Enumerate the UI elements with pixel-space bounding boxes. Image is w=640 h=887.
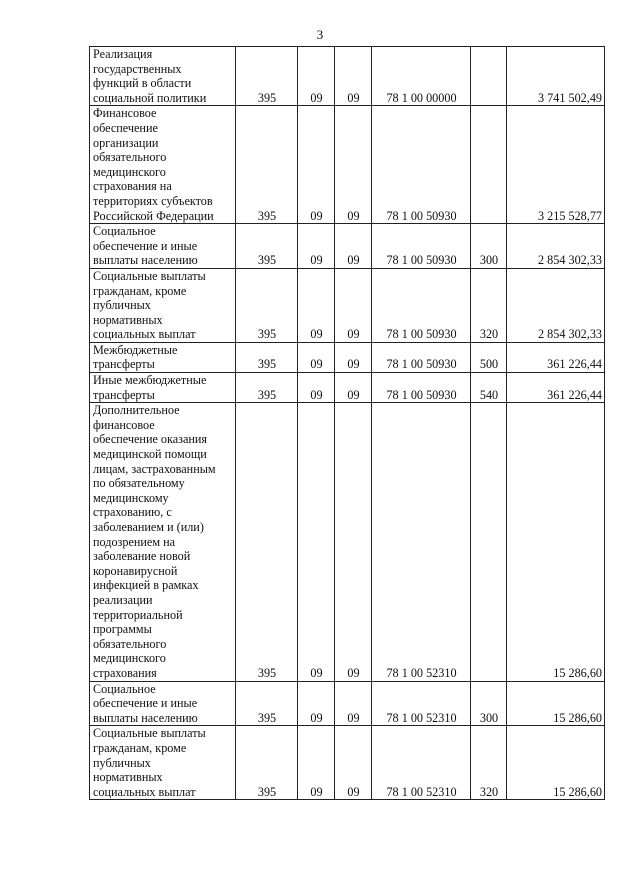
cell-section: 09 [298, 726, 335, 800]
cell-subsection: 09 [335, 681, 372, 726]
cell-subsection: 09 [335, 726, 372, 800]
cell-ministry: 395 [236, 268, 298, 342]
cell-ministry: 395 [236, 47, 298, 106]
budget-table [89, 46, 605, 800]
cell-ministry: 395 [236, 224, 298, 269]
cell-section: 09 [298, 106, 335, 224]
cell-expense-type: 300 [471, 224, 507, 269]
cell-section: 09 [298, 47, 335, 106]
cell-target: 78 1 00 52310 [372, 726, 471, 800]
cell-section: 09 [298, 224, 335, 269]
cell-expense-type [471, 403, 507, 681]
cell-target: 78 1 00 50930 [372, 106, 471, 224]
cell-name: Финансовое обеспечение организации обязательного медицинского страхования на территориях субъектов Российской Федерации [90, 106, 236, 224]
cell-section: 09 [298, 342, 335, 372]
cell-expense-type [471, 106, 507, 224]
cell-ministry: 395 [236, 106, 298, 224]
cell-amount: 361 226,44 [507, 373, 605, 403]
cell-subsection: 09 [335, 403, 372, 681]
cell-ministry: 395 [236, 342, 298, 372]
cell-name: Иные межбюджетные трансферты [90, 373, 236, 403]
cell-amount: 15 286,60 [507, 726, 605, 800]
cell-name: Реализация государственных функций в области социальной политики [90, 47, 236, 106]
cell-amount: 15 286,60 [507, 403, 605, 681]
table-row [90, 403, 605, 681]
cell-amount: 2 854 302,33 [507, 224, 605, 269]
cell-ministry: 395 [236, 403, 298, 681]
table-row [90, 268, 605, 342]
cell-amount: 3 741 502,49 [507, 47, 605, 106]
cell-target: 78 1 00 52310 [372, 681, 471, 726]
cell-target: 78 1 00 00000 [372, 47, 471, 106]
cell-subsection: 09 [335, 47, 372, 106]
cell-subsection: 09 [335, 373, 372, 403]
cell-amount: 2 854 302,33 [507, 268, 605, 342]
cell-section: 09 [298, 268, 335, 342]
cell-ministry: 395 [236, 681, 298, 726]
cell-expense-type [471, 47, 507, 106]
table-row [90, 681, 605, 726]
budget-table-body [90, 47, 605, 800]
cell-section: 09 [298, 403, 335, 681]
cell-section: 09 [298, 681, 335, 726]
cell-target: 78 1 00 50930 [372, 373, 471, 403]
cell-ministry: 395 [236, 726, 298, 800]
cell-subsection: 09 [335, 106, 372, 224]
cell-name: Социальные выплаты гражданам, кроме публичных нормативных социальных выплат [90, 726, 236, 800]
table-row [90, 47, 605, 106]
cell-subsection: 09 [335, 342, 372, 372]
table-row [90, 726, 605, 800]
cell-name: Социальное обеспечение и иные выплаты населению [90, 224, 236, 269]
table-row [90, 224, 605, 269]
cell-target: 78 1 00 52310 [372, 403, 471, 681]
cell-expense-type: 540 [471, 373, 507, 403]
cell-ministry: 395 [236, 373, 298, 403]
cell-amount: 15 286,60 [507, 681, 605, 726]
cell-expense-type: 320 [471, 726, 507, 800]
cell-expense-type: 300 [471, 681, 507, 726]
cell-section: 09 [298, 373, 335, 403]
cell-amount: 361 226,44 [507, 342, 605, 372]
cell-target: 78 1 00 50930 [372, 342, 471, 372]
table-row [90, 342, 605, 372]
cell-subsection: 09 [335, 268, 372, 342]
cell-name: Социальное обеспечение и иные выплаты населению [90, 681, 236, 726]
cell-expense-type: 320 [471, 268, 507, 342]
table-row [90, 373, 605, 403]
cell-name: Межбюджетные трансферты [90, 342, 236, 372]
cell-name: Социальные выплаты гражданам, кроме публичных нормативных социальных выплат [90, 268, 236, 342]
cell-target: 78 1 00 50930 [372, 224, 471, 269]
cell-target: 78 1 00 50930 [372, 268, 471, 342]
table-row [90, 106, 605, 224]
cell-amount: 3 215 528,77 [507, 106, 605, 224]
cell-expense-type: 500 [471, 342, 507, 372]
page-number: 3 [316, 27, 324, 42]
cell-name: Дополнительное финансовое обеспечение оказания медицинской помощи лицам, застрахованным по обязательному медицинскому страхованию, с заболеванием и (или) подозрением на заболевание новой коронавирусной инфекцией в рамках реализации территориальной программы обязательного медицинского страхования [90, 403, 236, 681]
cell-subsection: 09 [335, 224, 372, 269]
